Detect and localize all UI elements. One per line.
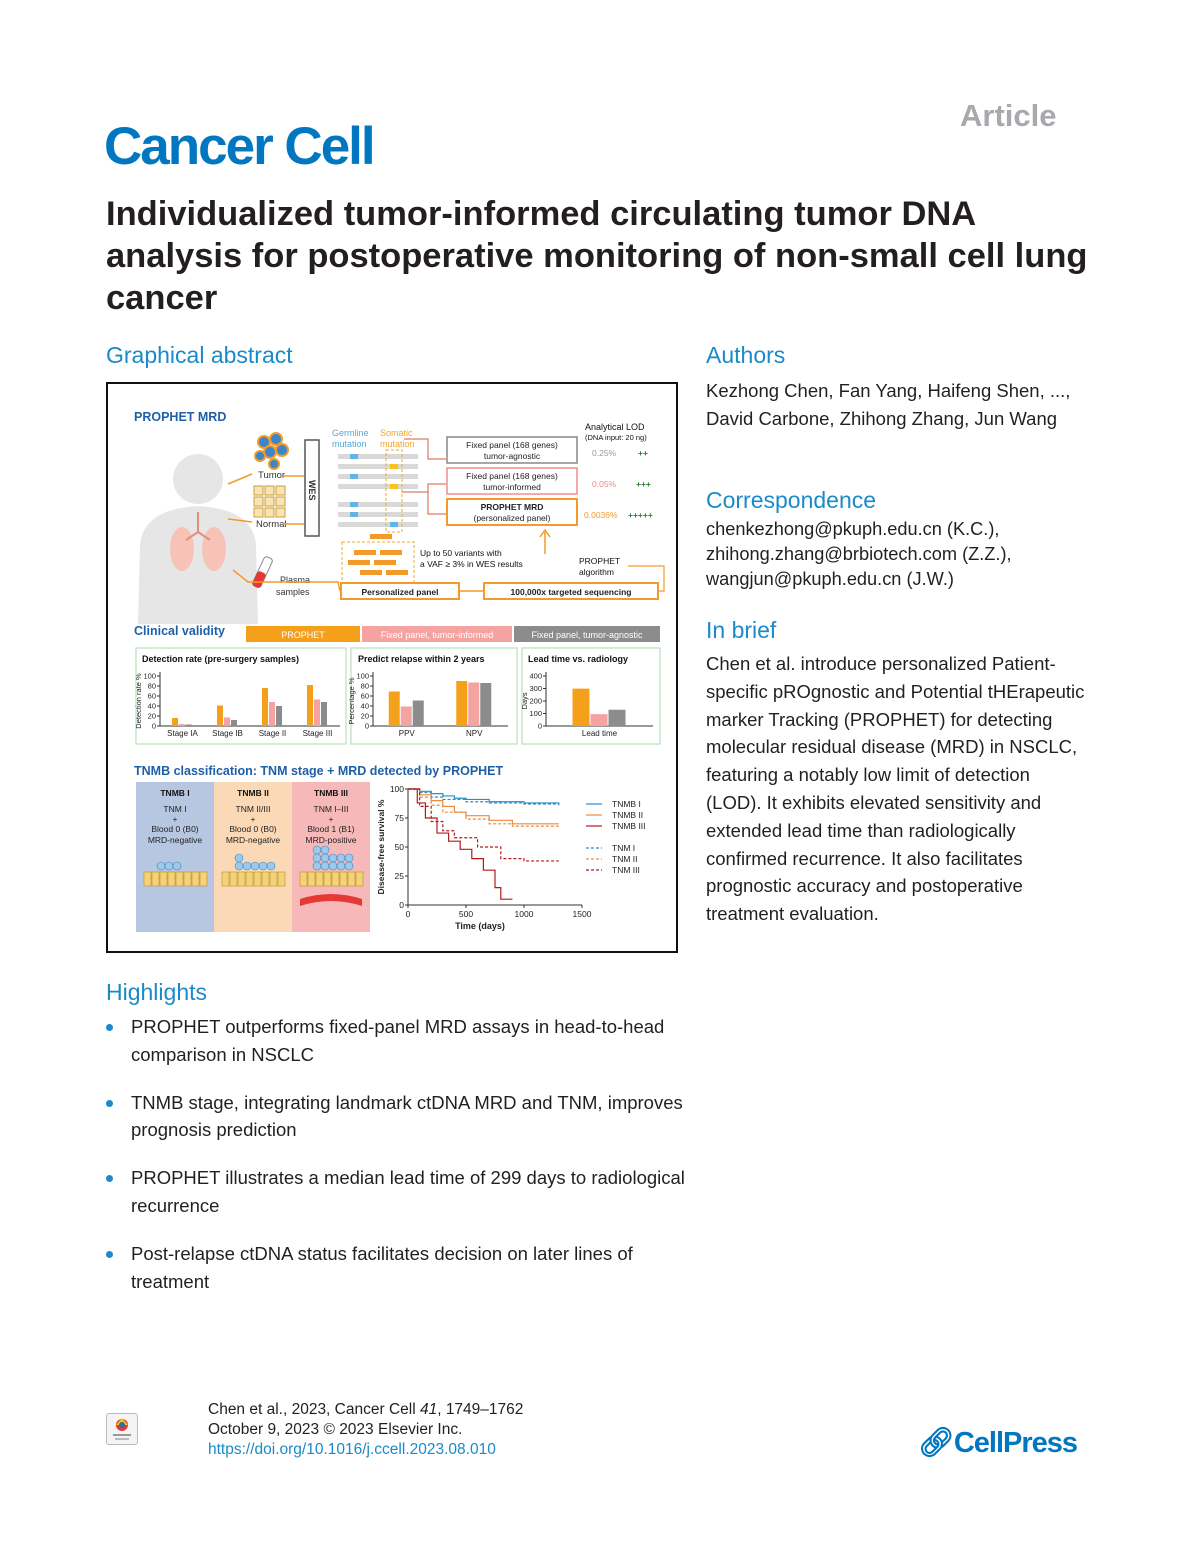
cell-icon (192, 872, 199, 886)
cell-icon (316, 872, 323, 886)
bar (307, 685, 313, 726)
tumor-cell-icon (313, 862, 321, 870)
germline-mutation-label: mutation (332, 439, 367, 449)
x-tick-label: Stage III (302, 729, 333, 738)
bullet-icon (106, 1024, 113, 1031)
tumor-cell-icon (251, 862, 259, 870)
lod-value-informed: 0.05% (592, 479, 617, 489)
y-tick-label: 80 (147, 681, 156, 691)
tnmb-columns (136, 782, 370, 932)
cell-icon (176, 872, 183, 886)
highlight-item (106, 1240, 691, 1296)
cellpress-logo[interactable] (918, 1426, 1077, 1460)
bar (231, 720, 237, 726)
chart-title: Lead time vs. radiology (528, 654, 629, 664)
bar (172, 718, 178, 726)
correspondence-email[interactable]: chenkezhong@pkuph.edu.cn (K.C.), (706, 519, 1000, 539)
km-x-tick-label: 1500 (572, 909, 592, 919)
wes-label: WES (307, 480, 317, 501)
chart-title: Detection rate (pre-surgery samples) (142, 654, 300, 664)
graphical-abstract-heading: Graphical abstract (106, 342, 293, 368)
y-tick-label: 0 (537, 721, 542, 731)
bar (413, 701, 424, 727)
bullet-icon (106, 1175, 113, 1182)
highlight-item (106, 1089, 691, 1145)
km-legend-label: TNM I (612, 843, 636, 853)
y-tick-label: 60 (360, 691, 369, 701)
tnmb-column-blood: Blood 0 (B0) (229, 824, 277, 834)
highlight-text: PROPHET outperforms fixed-panel MRD assays in head-to-head comparison in NSCLC (131, 1016, 665, 1065)
highlight-text: PROPHET illustrates a median lead time of 299 days to radiological recurrence (131, 1167, 685, 1216)
y-tick-label: 80 (360, 681, 369, 691)
tumor-cell-icon (337, 854, 345, 862)
lod-title: Analytical LOD (585, 422, 645, 432)
x-tick-label: PPV (398, 729, 415, 738)
km-survival-chart (376, 784, 646, 931)
y-tick-label: 100 (356, 671, 369, 681)
date-line: October 9, 2023 © 2023 Elsevier Inc. (208, 1421, 463, 1438)
cell-icon (144, 872, 151, 886)
tnmb-column-blood: Blood 0 (B0) (151, 824, 199, 834)
y-tick-label: 40 (147, 701, 156, 711)
tnmb-column-head: TNMB III (314, 788, 348, 798)
tumor-cell-icon (313, 846, 321, 854)
km-legend-label: TNMB III (612, 821, 646, 831)
y-tick-label: 20 (360, 711, 369, 721)
bar (609, 710, 626, 726)
bar (389, 692, 400, 727)
tnmb-column-head: TNMB I (160, 788, 190, 798)
tumor-cell-icon (157, 862, 165, 870)
tumor-cell-icon (329, 862, 337, 870)
bar (314, 700, 320, 727)
panel-agnostic-line2: tumor-agnostic (483, 451, 541, 461)
bar (269, 702, 275, 726)
bar (186, 725, 192, 727)
clinical-validity-title: Clinical validity (134, 624, 226, 638)
tumor-cell-icon (321, 846, 329, 854)
cell-icon (222, 872, 229, 886)
normal-label: Normal (256, 519, 287, 530)
cell-icon (308, 872, 315, 886)
bar (224, 718, 230, 727)
km-y-tick-label: 100 (389, 784, 404, 794)
bar (217, 706, 223, 727)
bar (468, 683, 479, 727)
sequencing-label: 100,000x targeted sequencing (510, 587, 632, 597)
cell-icon (254, 872, 261, 886)
plasma-label-2: samples (276, 587, 310, 597)
tumor-label: Tumor (258, 470, 286, 481)
y-tick-label: 40 (360, 701, 369, 711)
tnmb-column-mrd: MRD-negative (147, 835, 203, 845)
lod-subtitle: (DNA input: 20 ng) (585, 433, 647, 442)
tumor-cells-icon (255, 433, 288, 469)
chart-title: Predict relapse within 2 years (358, 654, 485, 664)
y-tick-label: 100 (529, 709, 542, 718)
tumor-cell-icon (173, 862, 181, 870)
y-tick-label: 300 (529, 684, 542, 693)
arrow-algorithm (540, 530, 550, 554)
highlights-heading: Highlights (106, 979, 207, 1005)
highlights-list (106, 1013, 691, 1315)
germline-label: Germline (332, 428, 369, 438)
somatic-label: Somatic (380, 428, 413, 438)
tumor-cell-icon (345, 862, 353, 870)
bar (401, 707, 412, 727)
correspondence-email[interactable]: wangjun@pkuph.edu.cn (J.W.) (706, 569, 954, 589)
article-title: Individualized tumor-informed circulating tumor DNA analysis for postoperative monitoring of non-small cell lung cancer (106, 195, 1088, 317)
bar (321, 702, 327, 726)
arrow-to-wes (283, 476, 304, 524)
tnmb-column-mrd: MRD-negative (225, 835, 281, 845)
citation-line (208, 1400, 523, 1420)
cell-icon (246, 872, 253, 886)
tnmb-column-plus: + (328, 814, 334, 824)
tnmb-column-tnm: TNM I–III (313, 804, 349, 814)
panel-informed-line2: tumor-informed (483, 482, 541, 492)
cell-icon (340, 872, 347, 886)
lod-marks-informed: +++ (636, 479, 651, 489)
algorithm-label-2: algorithm (579, 567, 614, 577)
tumor-cell-icon (259, 862, 267, 870)
cell-icon (152, 872, 159, 886)
normal-cells-icon (254, 486, 285, 517)
tnmb-column-mrd: MRD-positive (305, 835, 357, 845)
tnmb-column-plus: + (250, 814, 256, 824)
km-y-label: Disease-free survival % (376, 799, 386, 895)
panel-prophet-line2: (personalized panel) (473, 513, 551, 523)
doi-link[interactable]: https://doi.org/10.1016/j.ccell.2023.08.010 (208, 1441, 496, 1458)
km-legend-label: TNMB I (612, 799, 641, 809)
tumor-cell-icon (243, 862, 251, 870)
graphical-abstract-figure (106, 382, 678, 953)
citation-prefix: Chen et al., 2023, Cancer Cell (208, 1401, 420, 1418)
cell-icon (238, 872, 245, 886)
tumor-cell-icon (321, 862, 329, 870)
tumor-cell-icon (321, 854, 329, 862)
legend-agnostic-label: Fixed panel, tumor-agnostic (531, 630, 643, 640)
cell-icon (160, 872, 167, 886)
highlight-item (106, 1013, 691, 1069)
cell-icon (300, 872, 307, 886)
sequencing-reads-icon (338, 450, 418, 532)
x-tick-label: Stage II (258, 729, 287, 738)
tumor-cell-icon (165, 862, 173, 870)
tnmb-title: TNMB classification: TNM stage + MRD detected by PROPHET (134, 764, 504, 778)
km-y-tick-label: 50 (394, 842, 404, 852)
km-legend-label: TNMB II (612, 810, 644, 820)
somatic-mutation-label: mutation (380, 439, 415, 449)
personalized-panel-label: Personalized panel (361, 587, 439, 597)
tumor-cell-icon (329, 854, 337, 862)
in-brief-text: Chen et al. introduce personalized Patient-specific pROgnostic and Potential tHErapeutic marker Tracking (PROPHET) for detecting molecular residual disease (MRD) in NSCLC, featuring a notably low limit of detection (LOD). It exhibits elevated sensitivity and extended lead time than radiologically confirmed recurrence. It also facilitates prognostic accuracy and postoperative treatment evaluation. (706, 653, 1085, 925)
km-series-line (408, 789, 512, 899)
check-for-updates-badge[interactable] (106, 1413, 138, 1445)
km-legend-label: TNM II (612, 854, 638, 864)
tumor-cell-icon (235, 854, 243, 862)
y-tick-label: 200 (529, 696, 542, 706)
cell-icon (278, 872, 285, 886)
km-legend-label: TNM III (612, 865, 640, 875)
lod-marks-agnostic: ++ (638, 448, 648, 458)
bar (480, 683, 491, 726)
variants-note-2: a VAF ≥ 3% in WES results (420, 559, 523, 569)
plasma-label-1: Plasma (280, 575, 311, 585)
cell-icon (270, 872, 277, 886)
y-tick-label: 100 (143, 671, 156, 681)
tumor-cell-icon (267, 862, 275, 870)
x-tick-label: NPV (466, 729, 483, 738)
bullet-icon (106, 1251, 113, 1258)
y-tick-label: 60 (147, 691, 156, 701)
selected-variants-icon (342, 534, 414, 584)
lod-value-agnostic: 0.25% (592, 448, 617, 458)
tnmb-column-tnm: TNM II/III (235, 804, 271, 814)
x-tick-label: Stage IB (212, 729, 243, 738)
panel-agnostic-line1: Fixed panel (168 genes) (466, 440, 558, 450)
bullet-icon (106, 1100, 113, 1107)
bar (591, 714, 608, 726)
highlight-text: Post-relapse ctDNA status facilitates decision on later lines of treatment (131, 1242, 633, 1292)
tnmb-column-head: TNMB II (237, 788, 269, 798)
y-tick-label: 400 (529, 671, 542, 681)
authors-heading: Authors (706, 342, 786, 368)
citation-volume: 41 (419, 1401, 438, 1418)
highlight-item (106, 1164, 691, 1220)
highlight-text: TNMB stage, integrating landmark ctDNA MRD and TNM, improves prognosis prediction (131, 1091, 683, 1141)
km-y-tick-label: 75 (394, 813, 404, 823)
arrow-tumor (228, 474, 252, 484)
correspondence-heading: Correspondence (706, 487, 877, 513)
km-x-tick-label: 500 (458, 909, 474, 919)
km-y-tick-label: 25 (394, 871, 404, 881)
y-tick-label: 20 (147, 711, 156, 721)
y-tick-label: 0 (364, 721, 369, 731)
bar (573, 689, 590, 726)
workflow-title: PROPHET MRD (134, 410, 227, 424)
variants-note-1: Up to 50 variants with (420, 548, 502, 558)
bar (456, 681, 467, 726)
cell-icon (184, 872, 191, 886)
tnmb-column-blood: Blood 1 (B1) (307, 824, 355, 834)
citation-block (208, 1400, 523, 1460)
cell-icon (324, 872, 331, 886)
y-axis-label: Detection rate % (134, 673, 143, 729)
legend-informed-label: Fixed panel, tumor-informed (380, 630, 494, 640)
tumor-cell-icon (313, 854, 321, 862)
legend-prophet-label: PROPHET (281, 630, 325, 640)
y-tick-label: 0 (151, 721, 156, 731)
cell-icon (356, 872, 363, 886)
journal-logo[interactable]: Cancer Cell (104, 117, 374, 176)
bar (276, 706, 282, 726)
x-tick-label: Lead time (581, 729, 618, 738)
lod-marks-prophet: +++++ (628, 510, 653, 520)
correspondence-email[interactable]: zhihong.zhang@brbiotech.com (Z.Z.), (706, 544, 1012, 564)
tumor-cell-icon (235, 862, 243, 870)
lod-value-prophet: 0.0036% (584, 510, 618, 520)
km-x-tick-label: 0 (405, 909, 411, 919)
x-tick-label: Stage IA (167, 729, 198, 738)
check-updates-icon (107, 1414, 137, 1444)
correspondence-list (706, 517, 1126, 592)
authors-list: Kezhong Chen, Fan Yang, Haifeng Shen, ..., David Carbone, Zhihong Zhang, Jun Wang (706, 380, 1071, 429)
km-y-tick-label: 0 (399, 900, 404, 910)
cellpress-text: CellPress (953, 1427, 1078, 1459)
y-axis-label: Days (520, 692, 529, 710)
article-label: Article (960, 98, 1057, 133)
tumor-cell-icon (337, 862, 345, 870)
in-brief-heading: In brief (706, 617, 777, 643)
km-x-tick-label: 1000 (514, 909, 534, 919)
cell-icon (348, 872, 355, 886)
clinical-validity-charts (134, 654, 653, 738)
tumor-cell-icon (345, 854, 353, 862)
algorithm-label-1: PROPHET (579, 556, 621, 566)
cell-icon (168, 872, 175, 886)
cell-icon (332, 872, 339, 886)
y-axis-label: Percentage % (347, 677, 356, 725)
panel-informed-line1: Fixed panel (168 genes) (466, 471, 558, 481)
bar (179, 724, 185, 726)
cell-icon (262, 872, 269, 886)
km-x-label: Time (days) (455, 921, 505, 931)
cellpress-link-icon: 🔗︎ (918, 1427, 954, 1459)
cell-icon (230, 872, 237, 886)
tnmb-column-plus: + (172, 814, 178, 824)
panel-prophet-line1: PROPHET MRD (480, 502, 544, 512)
graphical-abstract-svg (108, 384, 680, 955)
citation-pages: , 1749–1762 (437, 1401, 524, 1418)
cell-icon (200, 872, 207, 886)
tnmb-column-tnm: TNM I (163, 804, 187, 814)
bar (262, 688, 268, 726)
